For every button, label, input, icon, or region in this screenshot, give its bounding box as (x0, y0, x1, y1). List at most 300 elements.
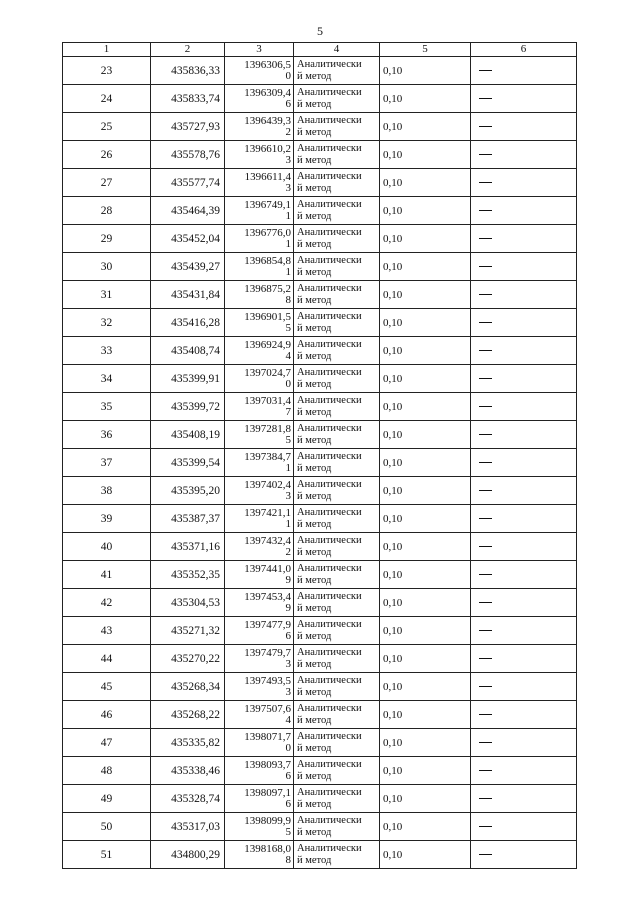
method-line2: й метод (297, 798, 332, 810)
method-line2: й метод (297, 378, 332, 390)
accuracy-value: 0,10 (380, 533, 471, 561)
x-coordinate: 435395,20 (151, 477, 225, 505)
point-number: 25 (63, 113, 151, 141)
method-cell (294, 701, 380, 729)
point-number: 51 (63, 841, 151, 869)
y-coordinate (225, 561, 294, 589)
y-coordinate-line2: 3 (285, 489, 291, 502)
x-coordinate: 435399,54 (151, 449, 225, 477)
method-cell (294, 533, 380, 561)
method-line1: Аналитически (297, 506, 362, 518)
method-line1: Аналитически (297, 58, 362, 70)
y-coordinate-line2: 0 (285, 741, 291, 754)
y-coordinate-line1: 1396610,2 (244, 142, 291, 155)
y-coordinate (225, 365, 294, 393)
point-number: 42 (63, 589, 151, 617)
y-coordinate-line2: 6 (285, 629, 291, 642)
point-number: 43 (63, 617, 151, 645)
y-coordinate (225, 729, 294, 757)
point-number: 47 (63, 729, 151, 757)
table-row (63, 365, 577, 393)
accuracy-value: 0,10 (380, 589, 471, 617)
dash-mark (479, 182, 492, 183)
method-line2: й метод (297, 770, 332, 782)
y-coordinate-line1: 1397421,1 (244, 506, 291, 519)
x-coordinate: 435399,91 (151, 365, 225, 393)
y-coordinate-line1: 1397477,9 (244, 618, 291, 631)
coordinates-table (62, 42, 577, 869)
method-line2: й метод (297, 238, 332, 250)
dash-mark (479, 154, 492, 155)
accuracy-value: 0,10 (380, 393, 471, 421)
method-line2: й метод (297, 154, 332, 166)
table-row (63, 701, 577, 729)
point-number: 37 (63, 449, 151, 477)
method-cell (294, 421, 380, 449)
x-coordinate: 435317,03 (151, 813, 225, 841)
method-line2: й метод (297, 406, 332, 418)
x-coordinate: 435328,74 (151, 785, 225, 813)
y-coordinate-line2: 0 (285, 377, 291, 390)
method-line1: Аналитически (297, 534, 362, 546)
description-cell (471, 617, 577, 645)
y-coordinate (225, 645, 294, 673)
x-coordinate: 435338,46 (151, 757, 225, 785)
method-line2: й метод (297, 182, 332, 194)
table-row (63, 85, 577, 113)
accuracy-value: 0,10 (380, 421, 471, 449)
y-coordinate-line1: 1396875,2 (244, 282, 291, 295)
method-cell (294, 169, 380, 197)
dash-mark (479, 322, 492, 323)
method-cell (294, 365, 380, 393)
y-coordinate-line2: 6 (285, 97, 291, 110)
x-coordinate: 435836,33 (151, 57, 225, 85)
y-coordinate (225, 169, 294, 197)
method-line2: й метод (297, 462, 332, 474)
dash-mark (479, 630, 492, 631)
method-line2: й метод (297, 210, 332, 222)
method-line1: Аналитически (297, 786, 362, 798)
method-cell (294, 645, 380, 673)
table-row (63, 421, 577, 449)
y-coordinate-line1: 1397441,0 (244, 562, 291, 575)
dash-mark (479, 378, 492, 379)
method-line1: Аналитически (297, 86, 362, 98)
accuracy-value: 0,10 (380, 785, 471, 813)
y-coordinate-line1: 1398093,7 (244, 758, 291, 771)
x-coordinate: 435387,37 (151, 505, 225, 533)
dash-mark (479, 742, 492, 743)
dash-mark (479, 266, 492, 267)
point-number: 35 (63, 393, 151, 421)
method-line2: й метод (297, 686, 332, 698)
method-line1: Аналитически (297, 618, 362, 630)
y-coordinate-line1: 1397453,4 (244, 590, 291, 603)
table-row (63, 841, 577, 869)
method-cell (294, 729, 380, 757)
method-line1: Аналитически (297, 842, 362, 854)
x-coordinate: 434800,29 (151, 841, 225, 869)
y-coordinate-line1: 1396306,5 (244, 58, 291, 71)
description-cell (471, 113, 577, 141)
y-coordinate-line1: 1396854,8 (244, 254, 291, 267)
method-line2: й метод (297, 126, 332, 138)
table-row (63, 197, 577, 225)
accuracy-value: 0,10 (380, 505, 471, 533)
x-coordinate: 435271,32 (151, 617, 225, 645)
point-number: 24 (63, 85, 151, 113)
x-coordinate: 435578,76 (151, 141, 225, 169)
description-cell (471, 253, 577, 281)
y-coordinate-line2: 3 (285, 181, 291, 194)
method-cell (294, 617, 380, 645)
y-coordinate-line2: 6 (285, 797, 291, 810)
y-coordinate-line2: 7 (285, 405, 291, 418)
method-cell (294, 505, 380, 533)
method-cell (294, 85, 380, 113)
description-cell (471, 589, 577, 617)
table-row (63, 141, 577, 169)
method-line2: й метод (297, 630, 332, 642)
method-cell (294, 197, 380, 225)
description-cell (471, 141, 577, 169)
y-coordinate-line1: 1396749,1 (244, 198, 291, 211)
point-number: 28 (63, 197, 151, 225)
y-coordinate (225, 477, 294, 505)
table-row (63, 225, 577, 253)
dash-mark (479, 854, 492, 855)
accuracy-value: 0,10 (380, 225, 471, 253)
method-line2: й метод (297, 518, 332, 530)
y-coordinate-line2: 1 (285, 461, 291, 474)
accuracy-value: 0,10 (380, 281, 471, 309)
description-cell (471, 365, 577, 393)
method-line2: й метод (297, 266, 332, 278)
dash-mark (479, 602, 492, 603)
method-cell (294, 393, 380, 421)
x-coordinate: 435464,39 (151, 197, 225, 225)
x-coordinate: 435268,22 (151, 701, 225, 729)
point-number: 46 (63, 701, 151, 729)
point-number: 33 (63, 337, 151, 365)
y-coordinate-line2: 6 (285, 769, 291, 782)
table-row (63, 645, 577, 673)
point-number: 32 (63, 309, 151, 337)
method-line2: й метод (297, 70, 332, 82)
description-cell (471, 421, 577, 449)
method-cell (294, 561, 380, 589)
x-coordinate: 435270,22 (151, 645, 225, 673)
dash-mark (479, 126, 492, 127)
dash-mark (479, 434, 492, 435)
y-coordinate-line2: 2 (285, 125, 291, 138)
y-coordinate-line2: 4 (285, 713, 291, 726)
column-header: 4 (294, 43, 380, 57)
y-coordinate-line2: 1 (285, 209, 291, 222)
accuracy-value: 0,10 (380, 113, 471, 141)
y-coordinate-line2: 5 (285, 433, 291, 446)
accuracy-value: 0,10 (380, 253, 471, 281)
accuracy-value: 0,10 (380, 561, 471, 589)
accuracy-value: 0,10 (380, 617, 471, 645)
y-coordinate (225, 617, 294, 645)
dash-mark (479, 294, 492, 295)
method-cell (294, 309, 380, 337)
method-line1: Аналитически (297, 310, 362, 322)
y-coordinate-line1: 1396776,0 (244, 226, 291, 239)
accuracy-value: 0,10 (380, 673, 471, 701)
table-row (63, 113, 577, 141)
description-cell (471, 813, 577, 841)
method-cell (294, 841, 380, 869)
point-number: 39 (63, 505, 151, 533)
method-cell (294, 253, 380, 281)
point-number: 38 (63, 477, 151, 505)
method-cell (294, 57, 380, 85)
point-number: 26 (63, 141, 151, 169)
y-coordinate-line1: 1397507,6 (244, 702, 291, 715)
y-coordinate (225, 841, 294, 869)
accuracy-value: 0,10 (380, 645, 471, 673)
table-row (63, 533, 577, 561)
x-coordinate: 435268,34 (151, 673, 225, 701)
y-coordinate (225, 85, 294, 113)
dash-mark (479, 98, 492, 99)
y-coordinate-line1: 1397493,5 (244, 674, 291, 687)
y-coordinate-line1: 1397024,7 (244, 366, 291, 379)
y-coordinate (225, 421, 294, 449)
y-coordinate (225, 225, 294, 253)
accuracy-value: 0,10 (380, 729, 471, 757)
y-coordinate (225, 197, 294, 225)
point-number: 34 (63, 365, 151, 393)
column-header: 1 (63, 43, 151, 57)
y-coordinate-line1: 1396901,5 (244, 310, 291, 323)
method-line2: й метод (297, 490, 332, 502)
method-line2: й метод (297, 826, 332, 838)
description-cell (471, 85, 577, 113)
method-cell (294, 281, 380, 309)
y-coordinate (225, 589, 294, 617)
description-cell (471, 309, 577, 337)
dash-mark (479, 462, 492, 463)
point-number: 48 (63, 757, 151, 785)
description-cell (471, 645, 577, 673)
dash-mark (479, 210, 492, 211)
y-coordinate (225, 673, 294, 701)
method-line1: Аналитически (297, 590, 362, 602)
method-line2: й метод (297, 602, 332, 614)
method-line1: Аналитически (297, 198, 362, 210)
method-cell (294, 477, 380, 505)
page-number: 5 (317, 24, 323, 38)
x-coordinate: 435399,72 (151, 393, 225, 421)
x-coordinate: 435408,74 (151, 337, 225, 365)
table-row (63, 393, 577, 421)
method-line1: Аналитически (297, 450, 362, 462)
point-number: 36 (63, 421, 151, 449)
column-header: 6 (471, 43, 577, 57)
y-coordinate-line2: 5 (285, 321, 291, 334)
method-line1: Аналитически (297, 338, 362, 350)
point-number: 41 (63, 561, 151, 589)
description-cell (471, 57, 577, 85)
table-row (63, 477, 577, 505)
method-line1: Аналитически (297, 254, 362, 266)
table-row (63, 57, 577, 85)
x-coordinate: 435371,16 (151, 533, 225, 561)
y-coordinate-line1: 1396439,3 (244, 114, 291, 127)
y-coordinate-line1: 1398168,0 (244, 842, 291, 855)
accuracy-value: 0,10 (380, 141, 471, 169)
point-number: 23 (63, 57, 151, 85)
header-row (63, 43, 577, 57)
y-coordinate-line1: 1397402,4 (244, 478, 291, 491)
description-cell (471, 841, 577, 869)
table-row (63, 449, 577, 477)
dash-mark (479, 406, 492, 407)
x-coordinate: 435452,04 (151, 225, 225, 253)
method-line1: Аналитически (297, 226, 362, 238)
point-number: 49 (63, 785, 151, 813)
description-cell (471, 197, 577, 225)
description-cell (471, 477, 577, 505)
method-line2: й метод (297, 294, 332, 306)
y-coordinate-line1: 1398099,9 (244, 814, 291, 827)
y-coordinate-line2: 1 (285, 237, 291, 250)
y-coordinate-line2: 5 (285, 825, 291, 838)
x-coordinate: 435408,19 (151, 421, 225, 449)
description-cell (471, 169, 577, 197)
x-coordinate: 435727,93 (151, 113, 225, 141)
column-header: 5 (380, 43, 471, 57)
dash-mark (479, 714, 492, 715)
description-cell (471, 561, 577, 589)
description-cell (471, 729, 577, 757)
method-line1: Аналитически (297, 646, 362, 658)
method-line1: Аналитически (297, 422, 362, 434)
method-line2: й метод (297, 574, 332, 586)
x-coordinate: 435431,84 (151, 281, 225, 309)
y-coordinate (225, 505, 294, 533)
dash-mark (479, 798, 492, 799)
method-line1: Аналитически (297, 478, 362, 490)
table-row (63, 309, 577, 337)
y-coordinate (225, 141, 294, 169)
y-coordinate-line1: 1397479,7 (244, 646, 291, 659)
table-row (63, 785, 577, 813)
method-cell (294, 813, 380, 841)
x-coordinate: 435335,82 (151, 729, 225, 757)
description-cell (471, 505, 577, 533)
method-cell (294, 337, 380, 365)
method-line2: й метод (297, 98, 332, 110)
method-line1: Аналитически (297, 394, 362, 406)
method-cell (294, 589, 380, 617)
dash-mark (479, 826, 492, 827)
method-line2: й метод (297, 658, 332, 670)
y-coordinate-line1: 1397384,7 (244, 450, 291, 463)
point-number: 29 (63, 225, 151, 253)
table-row (63, 757, 577, 785)
method-line1: Аналитически (297, 814, 362, 826)
y-coordinate (225, 813, 294, 841)
method-line2: й метод (297, 854, 332, 866)
accuracy-value: 0,10 (380, 365, 471, 393)
y-coordinate (225, 533, 294, 561)
accuracy-value: 0,10 (380, 197, 471, 225)
point-number: 30 (63, 253, 151, 281)
x-coordinate: 435416,28 (151, 309, 225, 337)
y-coordinate-line2: 3 (285, 685, 291, 698)
y-coordinate (225, 309, 294, 337)
description-cell (471, 673, 577, 701)
method-cell (294, 113, 380, 141)
accuracy-value: 0,10 (380, 813, 471, 841)
table-row (63, 505, 577, 533)
y-coordinate-line2: 9 (285, 601, 291, 614)
accuracy-value: 0,10 (380, 309, 471, 337)
y-coordinate-line1: 1396924,9 (244, 338, 291, 351)
description-cell (471, 757, 577, 785)
description-cell (471, 449, 577, 477)
y-coordinate-line1: 1398097,1 (244, 786, 291, 799)
x-coordinate: 435439,27 (151, 253, 225, 281)
method-line2: й метод (297, 434, 332, 446)
y-coordinate-line1: 1396309,4 (244, 86, 291, 99)
method-line2: й метод (297, 546, 332, 558)
dash-mark (479, 770, 492, 771)
method-line2: й метод (297, 322, 332, 334)
column-header: 3 (225, 43, 294, 57)
y-coordinate (225, 449, 294, 477)
column-header: 2 (151, 43, 225, 57)
y-coordinate-line2: 4 (285, 349, 291, 362)
y-coordinate (225, 281, 294, 309)
table-row (63, 813, 577, 841)
method-line1: Аналитически (297, 674, 362, 686)
y-coordinate (225, 701, 294, 729)
description-cell (471, 281, 577, 309)
point-number: 45 (63, 673, 151, 701)
method-line1: Аналитически (297, 730, 362, 742)
accuracy-value: 0,10 (380, 449, 471, 477)
x-coordinate: 435833,74 (151, 85, 225, 113)
table-row (63, 729, 577, 757)
accuracy-value: 0,10 (380, 169, 471, 197)
y-coordinate-line2: 1 (285, 265, 291, 278)
description-cell (471, 225, 577, 253)
point-number: 40 (63, 533, 151, 561)
dash-mark (479, 70, 492, 71)
dash-mark (479, 490, 492, 491)
accuracy-value: 0,10 (380, 757, 471, 785)
y-coordinate-line1: 1396611,4 (244, 170, 291, 183)
point-number: 50 (63, 813, 151, 841)
description-cell (471, 701, 577, 729)
accuracy-value: 0,10 (380, 701, 471, 729)
y-coordinate-line2: 1 (285, 517, 291, 530)
accuracy-value: 0,10 (380, 85, 471, 113)
x-coordinate: 435352,35 (151, 561, 225, 589)
table-row (63, 337, 577, 365)
y-coordinate-line2: 3 (285, 153, 291, 166)
table-row (63, 589, 577, 617)
y-coordinate (225, 785, 294, 813)
table-row (63, 169, 577, 197)
y-coordinate-line2: 8 (285, 293, 291, 306)
